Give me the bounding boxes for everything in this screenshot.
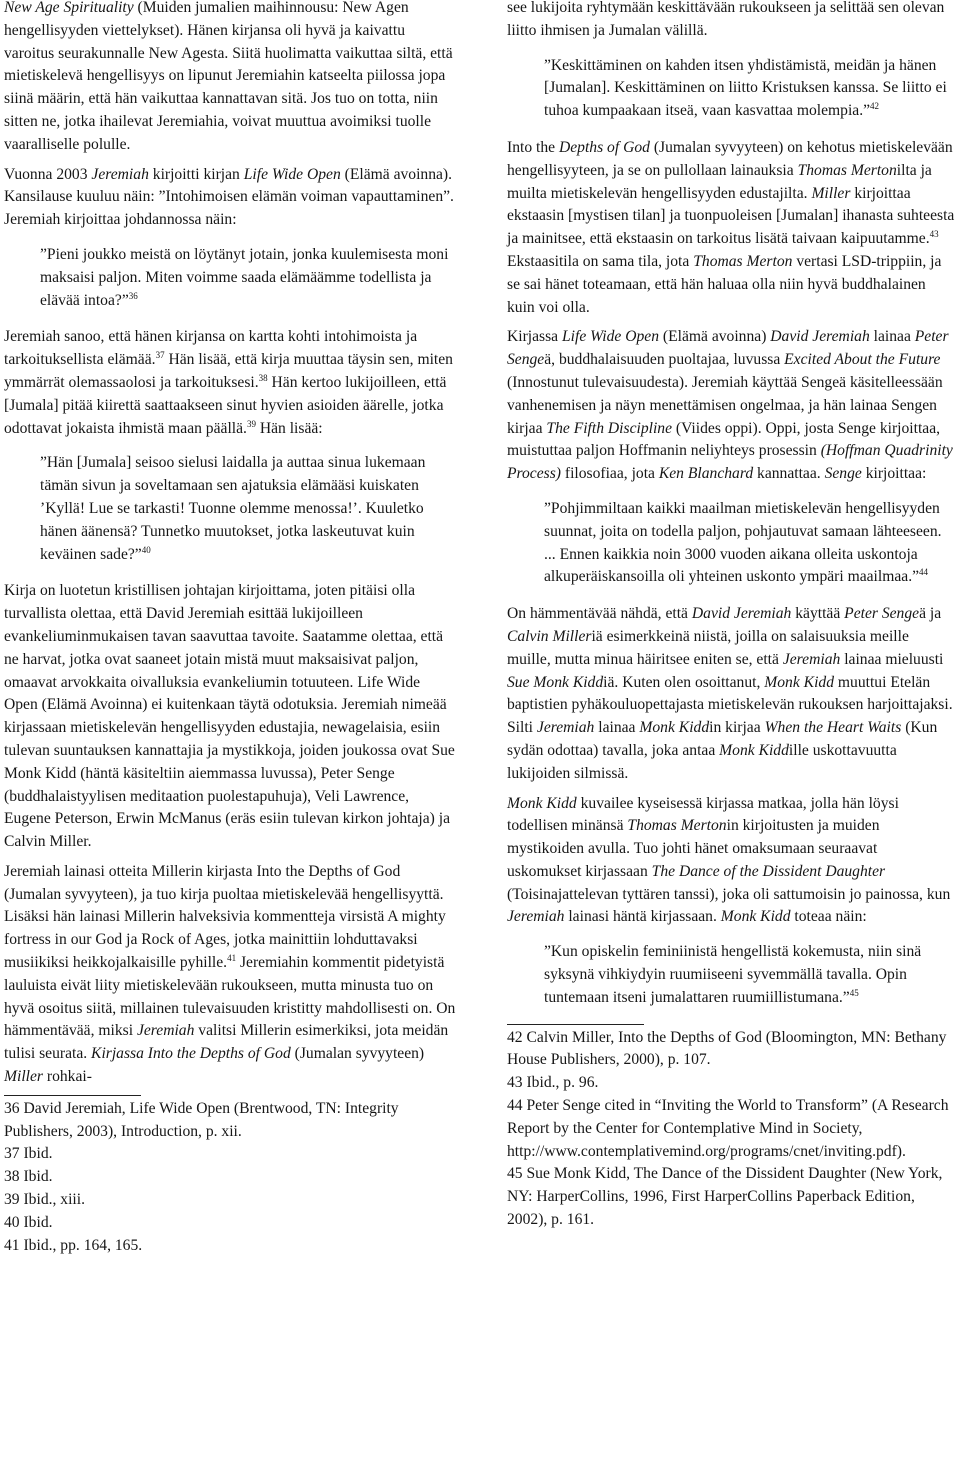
text-run: (Kun sydän odottaa) tavalla, joka antaa: [507, 719, 938, 759]
text-run: kirjoitti kirjan: [148, 165, 244, 183]
text-run: ”Pohjimmiltaan kaikki maailman mietiskelevän hengellisyyden suunnat, joita on todella paljon, pohjautuvat samaan lähteeseen. ... Ennen kaikkia noin 3000 vuoden aikana olleita uskontoja alkuperäiskansoilla oli yhteinen uskonto ympäri maailmaa.”: [544, 499, 942, 586]
text-run: lainaa: [594, 719, 640, 737]
text-run: Jeremiah: [136, 1022, 195, 1040]
footnote-ref: 41: [227, 953, 237, 964]
text-run: ilta ja muilta mietiskelevän hengellisyyden edustajilta.: [507, 161, 932, 202]
text-run: Jeremiah: [536, 719, 595, 737]
text-run: (Muiden jumalien maihinnousu: New Agen hengellisyyden viettelykset). Hänen kirjansa oli hyvä ja kaivattu varoitus seurakunnalle New Agesta. Siitä huolimatta vaikuttaa siltä, että mietiskelevä hengellisyys on lipunut Jeremiahin katseelta piilossa jopa siinä määrin, että hän vaikuttaa kannattavan sitä. Jos tuo on totta, niin sitten ne, jotka ihailevat Jeremiahia, voivat muuttua avoimiksi tuolle vaaralliselle polulle.: [4, 0, 453, 153]
footnote-43: 43 Ibid., p. 96.: [507, 1074, 599, 1092]
text-run: (Elämä avoinna): [659, 328, 771, 346]
text-run: Kirja on luotetun kristillisen johtajan kirjoittama, joten pitäisi olla turvallista olettaa, että David Jeremiah esittää lukijoilleen evankeliuminmukaisen tavan saavuttaa tavoite. Saatamme olettaa, että ne harvat, jotka ovat saaneet jotain mistä muut maksaisivat paljon, omaavat arvokkaita oivalluksia evankeliumin totuuteen. Life Wide Open (Elämä Avoinna) ei kuitenkaan täytä odotuksia. Jeremiah nimeää kirjassaan mietiskelevän hengellisyyden edustajia, newagelaisia, esiin tulevan suuntauksen kannattajia ja mystikkoja, joiden joukossa ovat Sue Monk Kidd (häntä käsiteltiin aiemmassa luvussa), Peter Senge (buddhalaistyylisen meditaation puolestapuhuja), Veli Lawrence, Eugene Peterson, Erwin McManus (eräs esiin tulevan kirkon johtaja) ja Calvin Miller.: [4, 582, 455, 851]
text-run: Thomas Merton: [627, 817, 727, 835]
footnote-ref: 44: [919, 567, 929, 578]
text-run: (Viides oppi). Oppi, josta Senge kirjoittaa, muistuttaa paljon Hoffmanin neliyhteys prosessin: [507, 419, 941, 460]
text-run: Peter Senge: [507, 328, 949, 369]
footnote-36: 36 David Jeremiah, Life Wide Open (Brentwood, TN: Integrity Publishers, 2003), Introduction, p. xii.: [4, 1099, 399, 1140]
text-run: Miller: [4, 1068, 43, 1086]
text-run: lainaa: [869, 328, 915, 346]
text-run: valitsi Millerin esimerkiksi, jota meidän tulisi seurata.: [4, 1022, 449, 1063]
text-run: Monk Kidd: [719, 741, 789, 759]
text-run: Ekstaasitila on sama tila, jota: [507, 252, 694, 270]
text-run: Sue Monk Kidd: [507, 673, 604, 691]
text-run: (Jumalan syvyyteen): [290, 1045, 425, 1063]
text-run: Kirjassa Into the Depths of God: [91, 1045, 291, 1063]
text-run: Thomas Merton: [693, 252, 793, 270]
footnote-ref: 42: [870, 101, 880, 112]
quote-monk-kidd: [544, 941, 955, 1009]
footnotes-right: [507, 1027, 955, 1232]
text-run: Monk Kidd: [764, 673, 834, 691]
text-run: ä ja: [919, 605, 942, 623]
text-run: (Elämä avoinna). Kansilause kuuluu näin: ”Intohimoisen elämän voiman vapauttaminen”. Jeremiah kirjoittaa johdannossa näin:: [4, 165, 454, 229]
footnote-37: 37 Ibid.: [4, 1145, 53, 1163]
quote-senge: [544, 498, 955, 589]
paragraph-trusted-leader: [4, 580, 456, 854]
text-run: kirjoittaa:: [861, 465, 927, 483]
text-run: iä. Kuten olen osoittanut,: [603, 673, 765, 691]
text-run: Monk Kidd: [720, 908, 791, 926]
text-run: ille uskottavuutta lukijoiden silmissä.: [507, 741, 897, 782]
text-run: kannattaa.: [753, 465, 825, 483]
text-run: The Dance of the Dissident Daughter: [651, 862, 886, 880]
footnote-ref: 37: [155, 350, 165, 361]
text-run: Thomas Merton: [797, 161, 897, 179]
text-run: Vuonna 2003: [4, 165, 92, 183]
text-run: ”Kun opiskelin feminiinistä hengellistä kokemusta, niin sinä syksynä vihkiydyin ruumiiseeni syvemmällä tavalla. Opin tuntemaan itseni jumalattaren ruumiillistumana.”: [544, 943, 922, 1006]
paragraph-map-to-passion: [4, 326, 456, 440]
text-run: lainasi häntä kirjassaan.: [564, 908, 721, 926]
text-run: (Toisinajattelevan tyttären tanssi), joka oli sattumoisin jo painossa, kun: [507, 885, 951, 903]
text-run: Calvin Miller: [507, 627, 592, 645]
footnote-38: 38 Ibid.: [4, 1168, 53, 1186]
text-run: käyttää: [791, 605, 845, 623]
text-run: Jeremiah lainasi otteita Millerin kirjasta Into the Depths of God (Jumalan syvyyteen), ja tuo kirja puoltaa mietiskelevää hengellisyyttä. Lisäksi hän lainasi Millerin halveksivia kommentteja virsistä A mighty fortress in our God ja Rock of Ages, jotka mainittiin lohduttavaksi musiikiksi heikkojalkaisille pyhille.: [4, 862, 446, 972]
paragraph-peter-senge: [507, 326, 955, 486]
text-run: toteaa näin:: [790, 908, 867, 926]
text-run: lainaa mieluusti: [840, 650, 944, 668]
text-run: Depths of God: [558, 138, 650, 156]
paragraph-centering-prayer: [507, 0, 955, 43]
footnote-41: 41 Ibid., pp. 164, 165.: [4, 1236, 143, 1254]
text-run: muuttui Etelän baptistien pyhäkouluopettajasta mietiskelevän rukouksen harjoittajaksi. Silti: [507, 673, 953, 737]
text-run: ”Keskittäminen on kahden itsen yhdistämistä, meidän ja hänen [Jumalan]. Keskittäminen on liitto Kristuksen kanssa. Se liitto ei tuhoa kumpaakaan itseä, vaan kasvattaa molempia.”: [544, 56, 947, 120]
text-run: David Jeremiah: [691, 605, 792, 623]
text-run: Miller: [811, 184, 851, 202]
text-run: ä, buddhalaisuuden puoltajaa, luvussa: [544, 351, 785, 369]
text-run: (Hoffman Quadrinity Process): [507, 442, 953, 483]
text-run: Hän lisää, että kirja muuttaa täysin sen, miten ymmärrät olemassaolosi ja tarkoituksesi.: [4, 351, 453, 391]
text-run: rohkai-: [42, 1068, 92, 1086]
footnote-45: 45 Sue Monk Kidd, The Dance of the Dissident Daughter (New York, NY: HarperCollins, 1996, First HarperCollins Paperback Edition, 2002), p. 161.: [507, 1165, 943, 1229]
footnote-ref: 43: [929, 229, 939, 240]
text-run: Life Wide Open: [243, 165, 341, 183]
quote-centering: [544, 55, 955, 123]
text-run: filosofiaa, jota: [560, 465, 659, 483]
footnote-ref: 40: [141, 544, 151, 555]
text-run: Monk Kidd: [639, 719, 710, 737]
text-run: Monk Kidd: [507, 794, 577, 812]
footnote-42: 42 Calvin Miller, Into the Depths of God (Bloomington, MN: Bethany House Publishers, 2000), p. 107.: [507, 1028, 947, 1069]
left-column: [4, 0, 456, 1257]
text-run: Senge: [824, 465, 862, 483]
text-run: ”Hän [Jumala] seisoo sielusi laidalla ja auttaa sinua lukemaan tämän sivun ja soveltamaan sen ajatuksia elämääsi kuiskaten ’Kyllä! Lue se tarkasti! Tuonne olemme menossa!’. Kuuletko hänen äänensä? Tunnetko muutokset, jotka laskeutuvat kuin keväinen sade?”: [40, 454, 426, 563]
text-run: in kirjoitusten ja muiden mystikoiden avulla. Tuo johti hänet omaksumaan seuraavat uskomukset kirjassaan: [507, 817, 880, 880]
text-run: Peter Senge: [844, 605, 920, 623]
text-run: iä esimerkkeinä niistä, joilla on salaisuuksia meille muille, mutta minua häiritsee eniten se, että: [507, 627, 909, 668]
text-run: When the Heart Waits: [764, 719, 902, 737]
text-run: Jeremiah: [507, 908, 565, 926]
paragraph-true-self: [507, 793, 955, 930]
text-run: David Jeremiah: [770, 328, 870, 346]
text-run: Excited About the Future: [784, 351, 941, 369]
text-run: On hämmentävää nähdä, että: [507, 605, 692, 623]
text-run: vertasi LSD-trippiin, ja se sai hänet toteamaan, että hän haluaa olla niin hyvä buddhalainen kuin voi olla.: [507, 252, 942, 316]
text-run: Jeremiah: [782, 650, 841, 668]
text-run: Jeremiah: [91, 165, 149, 183]
paragraph-depths-of-god: [507, 137, 955, 319]
text-run: kirjoittaa ekstaasin [mystisen tilan] ja tuonpuoleisen [Jumalan] ihanasta suhteesta ja mainitsee, että ekstaasin on tarkoitus lisätä taivaan kaipuutamme.: [507, 184, 955, 248]
footnote-ref: 36: [128, 290, 138, 301]
text-run: Hän kertoo lukijoilleen, että [Jumala] pitää kiirettä saattaakseen sinut hyvien asioiden äärelle, jotka odottavat jokaista ihmistä maan päällä.: [4, 373, 447, 437]
text-run: (Innostunut tulevaisuudesta). Jeremiah käyttää Sengeä käsitelleessään vanhenemisen ja näyn menettämisen ongelmaa, ja hän lainaa Sengen kirjaa: [507, 373, 943, 437]
footnote-ref: 45: [849, 987, 859, 998]
text-run: Jeremiah sanoo, että hänen kirjansa on kartta kohti intohimoista ja tarkoituksellista elämää.: [4, 328, 418, 369]
paragraph-miller-quotes: [4, 861, 456, 1089]
footnote-ref: 38: [258, 372, 268, 383]
text-run: Hän lisää:: [255, 419, 323, 437]
text-run: see lukijoita ryhtymään keskittävään rukoukseen ja selittää sen olevan liitto ihmisen ja Jumalan välillä.: [507, 0, 945, 39]
text-run: (Jumalan syvyyteen) on kehotus mietiskelevään hengellisyyteen, ja se on pullollaan lainauksia: [507, 138, 953, 179]
text-run: in kirjaa: [709, 719, 765, 737]
text-run: Ken Blanchard: [658, 465, 754, 483]
footnote-ref: 39: [246, 418, 256, 429]
paragraph-new-age-intro: [4, 0, 456, 157]
footnote-separator: [507, 1024, 644, 1025]
quote-god-at-edge: [40, 452, 456, 566]
footnote-39: 39 Ibid., xiii.: [4, 1191, 85, 1209]
text-run: Jeremiahin kommentit pidetyistä lauluista eivät liity mietiskelevään rukoukseen, mutta minusta tuo on hyvä osoitus siitä, millainen tulevaisuuden kristitty mahdollisesti on. On hämmentävää, miksi: [4, 954, 456, 1040]
right-column: [507, 0, 955, 1232]
text-run: Kirjassa: [507, 328, 562, 346]
paragraph-life-wide-open: [4, 164, 456, 232]
text-run: New Age Spirituality: [4, 0, 134, 16]
footnote-44: 44 Peter Senge cited in “Inviting the World to Transform” (A Research Report by the Center for Contemplative Mind in Society, http://www.contemplativemind.org/programs/cnet/inviting.pdf).: [507, 1097, 949, 1160]
text-run: ”Pieni joukko meistä on löytänyt jotain, jonka kuulemisesta moni maksaisi paljon. Miten voimme saada elämäämme todellista ja elävää intoa?”: [40, 245, 449, 309]
paragraph-monk-kidd: [507, 603, 955, 785]
footnote-40: 40 Ibid.: [4, 1213, 53, 1231]
text-run: Life Wide Open: [562, 328, 660, 346]
text-run: Into the: [507, 138, 559, 156]
footnote-separator: [4, 1095, 141, 1096]
quote-jeremiah-intro: [40, 244, 456, 312]
text-run: The Fifth Discipline: [546, 419, 673, 437]
footnotes-left: [4, 1098, 456, 1258]
text-run: kuvailee kyseisessä kirjassa matkaa, jolla hän löysi todellisen minänsä: [507, 794, 899, 835]
